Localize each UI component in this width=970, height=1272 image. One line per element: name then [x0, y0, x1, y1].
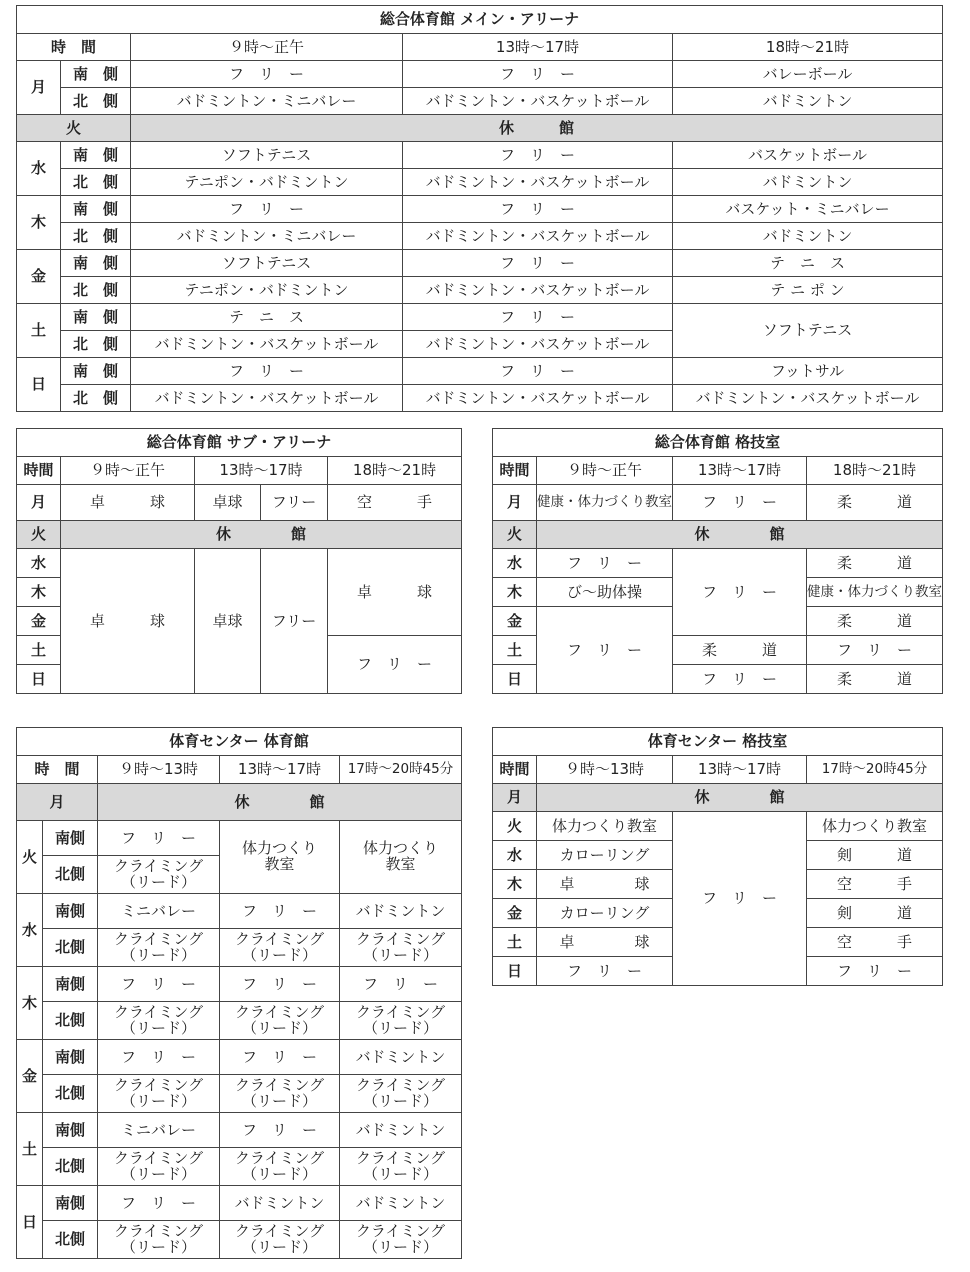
schedule-cell: フ リ ー [673, 485, 807, 521]
closed-cell: 休 館 [537, 521, 943, 549]
schedule-cell: フ リ ー [807, 957, 943, 986]
schedule-cell: フ リ ー [328, 636, 462, 694]
schedule-cell: 体力つくり教室 [807, 812, 943, 841]
side-label: 南 側 [61, 142, 131, 169]
schedule-cell: クライミング （リード） [98, 856, 220, 894]
schedule-cell: バドミントン・バスケットボール [403, 277, 673, 304]
side-label: 北 側 [61, 385, 131, 412]
schedule-cell: 卓 球 [537, 928, 673, 957]
schedule-cell: バドミントン・バスケットボール [131, 331, 403, 358]
slot-header: ９時～正午 [537, 457, 673, 485]
schedule-cell: バドミントン・バスケットボール [403, 385, 673, 412]
schedule-cell: バドミントン・ミニバレー [131, 88, 403, 115]
schedule-cell: バドミントン [340, 1040, 462, 1075]
day-cell: 木 [17, 967, 43, 1040]
side-label: 南側 [43, 821, 98, 856]
side-label: 北側 [43, 929, 98, 967]
schedule-cell: バドミントン [340, 894, 462, 929]
schedule-cell: フ リ ー [98, 967, 220, 1002]
schedule-cell: テ ニ ポ ン [673, 277, 943, 304]
day-cell: 土 [17, 1113, 43, 1186]
side-label: 南 側 [61, 250, 131, 277]
day-cell: 木 [493, 870, 537, 899]
schedule-cell: クライミング （リード） [98, 1148, 220, 1186]
schedule-cell: フ リ ー [340, 967, 462, 1002]
day-cell: 土 [493, 928, 537, 957]
schedule-cell: ミニバレー [98, 1113, 220, 1148]
day-cell: 月 [17, 485, 61, 521]
schedule-cell: クライミング （リード） [340, 1221, 462, 1259]
budo-room-title: 総合体育館 格技室 [493, 429, 943, 457]
side-label: 北側 [43, 1075, 98, 1113]
schedule-cell: クライミング （リード） [340, 1075, 462, 1113]
schedule-cell: バドミントン・バスケットボール [403, 88, 673, 115]
schedule-cell: クライミング （リード） [220, 1221, 340, 1259]
schedule-cell: クライミング （リード） [98, 1075, 220, 1113]
schedule-cell: バドミントン・ミニバレー [131, 223, 403, 250]
schedule-cell: カローリング [537, 841, 673, 870]
day-cell: 金 [17, 607, 61, 636]
schedule-cell: フ リ ー [403, 304, 673, 331]
schedule-cell: フ リ ー [403, 358, 673, 385]
schedule-cell: 卓 球 [537, 870, 673, 899]
time-header: 時間 [493, 756, 537, 784]
day-cell: 木 [17, 196, 61, 250]
day-cell: 火 [493, 812, 537, 841]
day-cell: 金 [493, 607, 537, 636]
day-cell: 木 [17, 578, 61, 607]
day-cell: 月 [493, 485, 537, 521]
schedule-cell: フリー [261, 549, 328, 694]
day-cell: 水 [17, 142, 61, 196]
side-label: 北 側 [61, 88, 131, 115]
slot-header: ９時～13時 [98, 756, 220, 784]
time-header: 時 間 [17, 756, 98, 784]
schedule-cell: 柔 道 [807, 549, 943, 578]
side-label: 南側 [43, 1113, 98, 1148]
schedule-cell: フ リ ー [220, 894, 340, 929]
slot-header: 13時～17時 [673, 756, 807, 784]
slot-header: ９時～正午 [131, 34, 403, 61]
schedule-cell: フ リ ー [537, 957, 673, 986]
schedule-cell: 体力つくり 教室 [220, 821, 340, 894]
schedule-cell: クライミング （リード） [220, 929, 340, 967]
schedule-cell: フリー [261, 485, 328, 521]
day-cell: 月 [17, 784, 98, 821]
slot-header: ９時～正午 [61, 457, 195, 485]
day-cell: 月 [493, 784, 537, 812]
schedule-cell: フ リ ー [537, 549, 673, 578]
schedule-cell: テ ニ ス [131, 304, 403, 331]
slot-header: 18時～21時 [673, 34, 943, 61]
schedule-cell: 空 手 [807, 928, 943, 957]
day-cell: 金 [493, 899, 537, 928]
schedule-cell: フ リ ー [220, 1113, 340, 1148]
side-label: 北 側 [61, 169, 131, 196]
schedule-cell: フ リ ー [98, 1040, 220, 1075]
side-label: 北側 [43, 1221, 98, 1259]
side-label: 南側 [43, 967, 98, 1002]
main-arena-table [16, 5, 943, 412]
closed-cell: 休 館 [98, 784, 462, 821]
schedule-cell: 柔 道 [807, 665, 943, 694]
side-label: 北 側 [61, 277, 131, 304]
schedule-cell: 健康・体力づくり教室 [537, 485, 673, 521]
schedule-cell: フ リ ー [98, 821, 220, 856]
schedule-cell: バスケットボール [673, 142, 943, 169]
side-label: 南側 [43, 1040, 98, 1075]
schedule-cell: 卓 球 [61, 549, 195, 694]
schedule-cell: フ リ ー [673, 549, 807, 636]
day-cell: 日 [17, 358, 61, 412]
day-cell: 金 [17, 1040, 43, 1113]
day-cell: 土 [17, 636, 61, 665]
schedule-cell: フ リ ー [131, 196, 403, 223]
schedule-cell: バドミントン・バスケットボール [403, 223, 673, 250]
sub-arena-title: 総合体育館 サブ・アリーナ [17, 429, 462, 457]
schedule-cell: テニポン・バドミントン [131, 277, 403, 304]
slot-header: 17時～20時45分 [807, 756, 943, 784]
schedule-cell: 卓 球 [328, 549, 462, 636]
closed-cell: 休 館 [537, 784, 943, 812]
schedule-cell: バドミントン・バスケットボール [131, 385, 403, 412]
day-cell: 金 [17, 250, 61, 304]
center-budo-title: 体育センター 格技室 [493, 728, 943, 756]
side-label: 南側 [43, 894, 98, 929]
budo-room-table [492, 428, 943, 694]
schedule-cell: フ リ ー [673, 812, 807, 986]
day-cell: 日 [493, 665, 537, 694]
schedule-cell: クライミング （リード） [340, 929, 462, 967]
side-label: 南 側 [61, 304, 131, 331]
schedule-cell: クライミング （リード） [340, 1148, 462, 1186]
schedule-cell: フ リ ー [673, 665, 807, 694]
schedule-cell: クライミング （リード） [98, 1221, 220, 1259]
slot-header: 13時～17時 [403, 34, 673, 61]
day-cell: 火 [17, 821, 43, 894]
day-cell: 日 [493, 957, 537, 986]
day-cell: 水 [17, 549, 61, 578]
day-cell: 水 [493, 841, 537, 870]
time-header: 時 間 [17, 34, 131, 61]
closed-cell: 休 館 [61, 521, 462, 549]
schedule-cell: 体力つくり 教室 [340, 821, 462, 894]
side-label: 北側 [43, 856, 98, 894]
day-cell: 水 [493, 549, 537, 578]
slot-header: 18時～21時 [807, 457, 943, 485]
schedule-cell: 卓球 [195, 549, 261, 694]
side-label: 北側 [43, 1002, 98, 1040]
day-cell: 日 [17, 1186, 43, 1259]
side-label: 南側 [43, 1186, 98, 1221]
day-cell: 土 [17, 304, 61, 358]
center-gym-table [16, 727, 462, 1259]
schedule-cell: テ ニ ス [673, 250, 943, 277]
schedule-cell: クライミング （リード） [98, 929, 220, 967]
schedule-cell: バドミントン [673, 223, 943, 250]
schedule-cell: バドミントン [673, 169, 943, 196]
side-label: 南 側 [61, 61, 131, 88]
closed-cell: 休 館 [131, 115, 943, 142]
schedule-cell: クライミング （リード） [98, 1002, 220, 1040]
schedule-cell: フ リ ー [403, 142, 673, 169]
schedule-cell: 体力つくり教室 [537, 812, 673, 841]
schedule-cell: 空 手 [328, 485, 462, 521]
schedule-cell: 柔 道 [673, 636, 807, 665]
day-cell: 木 [493, 578, 537, 607]
slot-header: 13時～17時 [195, 457, 328, 485]
slot-header: 17時～20時45分 [340, 756, 462, 784]
side-label: 北 側 [61, 331, 131, 358]
schedule-cell: ソフトテニス [131, 142, 403, 169]
schedule-cell: ソフトテニス [673, 304, 943, 358]
schedule-cell: フ リ ー [220, 1040, 340, 1075]
center-gym-title: 体育センター 体育館 [17, 728, 462, 756]
schedule-cell: フ リ ー [220, 967, 340, 1002]
side-label: 北 側 [61, 223, 131, 250]
schedule-cell: ミニバレー [98, 894, 220, 929]
slot-header: 18時～21時 [328, 457, 462, 485]
schedule-cell: 卓 球 [61, 485, 195, 521]
schedule-cell: 剣 道 [807, 899, 943, 928]
schedule-cell: カローリング [537, 899, 673, 928]
schedule-cell: フ リ ー [98, 1186, 220, 1221]
schedule-cell: 剣 道 [807, 841, 943, 870]
schedule-cell: テニポン・バドミントン [131, 169, 403, 196]
schedule-cell: フ リ ー [403, 250, 673, 277]
slot-header: 13時～17時 [220, 756, 340, 784]
schedule-cell: バドミントン [340, 1113, 462, 1148]
schedule-cell: バスケット・ミニバレー [673, 196, 943, 223]
schedule-cell: クライミング （リード） [220, 1148, 340, 1186]
schedule-cell: クライミング （リード） [220, 1075, 340, 1113]
side-label: 南 側 [61, 358, 131, 385]
schedule-cell: フットサル [673, 358, 943, 385]
schedule-cell: 柔 道 [807, 607, 943, 636]
day-cell: 火 [17, 115, 131, 142]
schedule-cell: バドミントン・バスケットボール [673, 385, 943, 412]
schedule-cell: び～助体操 [537, 578, 673, 607]
day-cell: 水 [17, 894, 43, 967]
schedule-cell: 空 手 [807, 870, 943, 899]
sub-arena-table [16, 428, 462, 694]
slot-header: ９時～13時 [537, 756, 673, 784]
day-cell: 火 [17, 521, 61, 549]
schedule-cell: フ リ ー [131, 358, 403, 385]
schedule-cell: バドミントン [220, 1186, 340, 1221]
day-cell: 火 [493, 521, 537, 549]
day-cell: 月 [17, 61, 61, 115]
schedule-cell: クライミング （リード） [220, 1002, 340, 1040]
schedule-cell: バドミントン・バスケットボール [403, 169, 673, 196]
side-label: 北側 [43, 1148, 98, 1186]
schedule-cell: 卓球 [195, 485, 261, 521]
time-header: 時間 [493, 457, 537, 485]
day-cell: 土 [493, 636, 537, 665]
main-arena-title: 総合体育館 メイン・アリーナ [17, 6, 943, 34]
schedule-cell: バドミントン [673, 88, 943, 115]
schedule-cell: バドミントン [340, 1186, 462, 1221]
schedule-cell: フ リ ー [807, 636, 943, 665]
schedule-cell: フ リ ー [537, 607, 673, 694]
slot-header: 13時～17時 [673, 457, 807, 485]
center-budo-table [492, 727, 943, 986]
day-cell: 日 [17, 665, 61, 694]
time-header: 時間 [17, 457, 61, 485]
schedule-cell: フ リ ー [131, 61, 403, 88]
schedule-cell: フ リ ー [403, 196, 673, 223]
side-label: 南 側 [61, 196, 131, 223]
schedule-cell: クライミング （リード） [340, 1002, 462, 1040]
schedule-cell: バレーボール [673, 61, 943, 88]
schedule-cell: フ リ ー [403, 61, 673, 88]
schedule-cell: バドミントン・バスケットボール [403, 331, 673, 358]
schedule-cell: 柔 道 [807, 485, 943, 521]
schedule-cell: 健康・体力づくり教室 [807, 578, 943, 607]
schedule-cell: ソフトテニス [131, 250, 403, 277]
